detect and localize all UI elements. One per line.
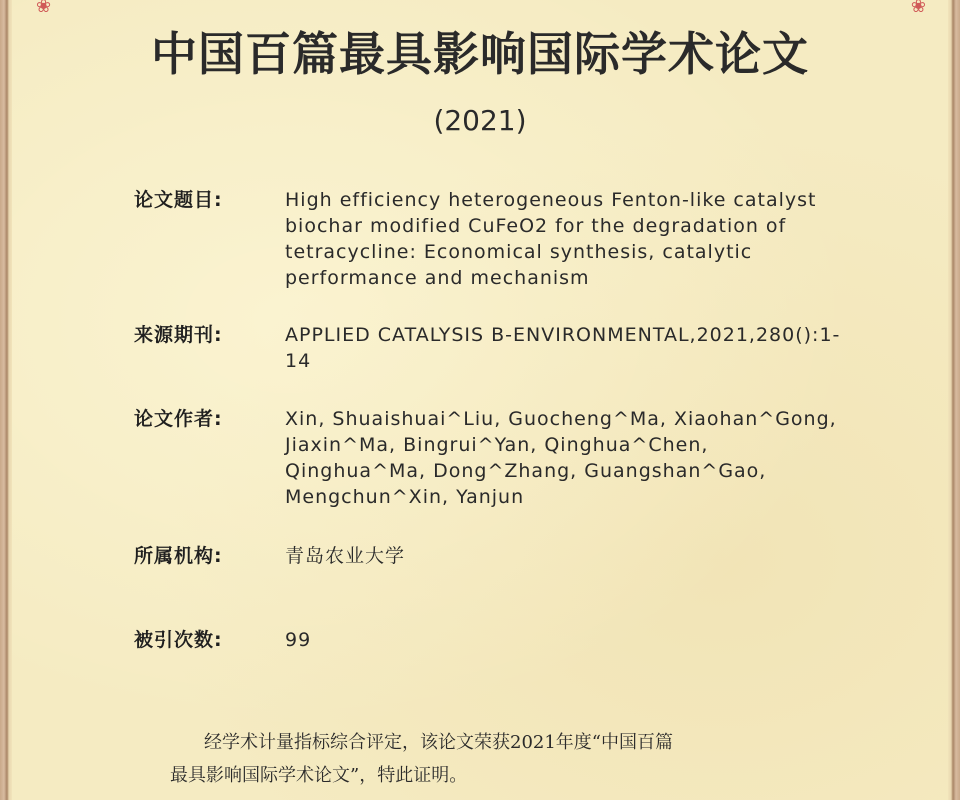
field-value: Xin, Shuaishuai^Liu, Guocheng^Ma, Xiaohan^Gong, Jiaxin^Ma, Bingrui^Yan, Qinghua^Chen, Qinghua^Ma, Dong^Zhang, Guangshan^Gao, Mengchun^Xin, Yanjun (285, 408, 837, 508)
certification-statement (170, 726, 810, 792)
field-value: 青岛农业大学 (285, 545, 406, 567)
field-value: 99 (285, 629, 312, 651)
corner-flower-icon-right: ❀ (910, 0, 926, 17)
statement-line-2: 最具影响国际学术论文”，特此证明。 (170, 765, 468, 786)
certificate-year: (2021) (433, 104, 527, 137)
field-label: 来源期刊: (134, 324, 223, 346)
certificate-title: 中国百篇最具影响国际学术论文 (151, 27, 809, 81)
field-label: 论文作者: (134, 408, 223, 430)
statement-line-1: 经学术计量指标综合评定，该论文荣获2021年度“中国百篇 (204, 732, 674, 753)
field-label: 被引次数: (134, 629, 223, 651)
field-value: High efficiency heterogeneous Fenton-like catalyst biochar modified CuFeO2 for the degradation of tetracycline: Economical synthesis, catalytic performance and mechanism (285, 189, 817, 289)
field-label: 所属机构: (134, 545, 223, 567)
corner-flower-icon-left: ❀ (36, 0, 52, 17)
field-label: 论文题目: (134, 189, 223, 211)
field-value: APPLIED CATALYSIS B-ENVIRONMENTAL,2021,280():1-14 (285, 324, 841, 372)
